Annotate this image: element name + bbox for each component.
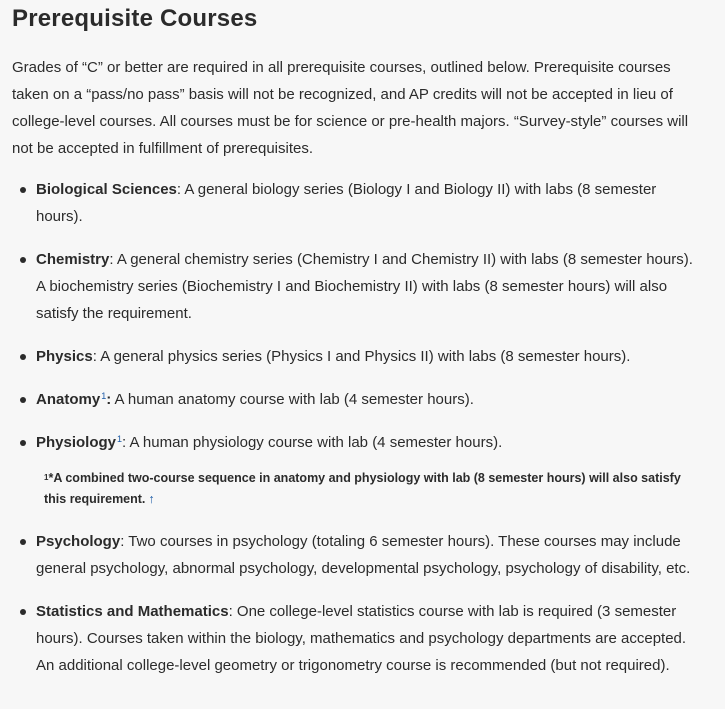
list-item-physiology	[12, 429, 713, 456]
list-item-physics	[12, 343, 713, 370]
page-title: Prerequisite Courses	[12, 5, 258, 32]
course-name: Chemistry	[36, 251, 110, 268]
bullet-icon	[20, 187, 26, 193]
course-name: Physiology	[36, 434, 117, 451]
bullet-icon	[20, 609, 26, 615]
bullet-icon	[20, 397, 26, 403]
course-description: : A human physiology course with lab (4 semester hours).	[122, 434, 503, 451]
course-name: Biological Sciences	[36, 181, 177, 198]
course-name: Physics	[36, 348, 93, 365]
bullet-icon	[20, 440, 26, 446]
course-name: Anatomy	[36, 391, 101, 408]
list-item-chemistry	[12, 246, 713, 327]
list-item-anatomy	[12, 386, 713, 413]
bullet-icon	[20, 539, 26, 545]
course-colon: :	[106, 391, 112, 408]
list-item-psychology	[12, 528, 713, 582]
intro-paragraph: Grades of “C” or better are required in all prerequisite courses, outlined below. Prerequisite courses taken on a “pass/no pass” basis will not be recognized, and AP credits will not be accepted in lieu of college-level courses. All courses must be for science or pre-health majors. “Survey-style” courses will not be accepted in fulfillment of prerequisites.	[12, 59, 689, 157]
course-description: : A general biology series (Biology I and Biology II) with labs (8 semester hours).	[36, 181, 657, 225]
footnote-link[interactable]: 1	[101, 391, 107, 401]
footnote-text: *A combined two-course sequence in anatomy and physiology with lab (8 semester hours) will also satisfy this requirement.	[44, 471, 681, 506]
course-description: : Two courses in psychology (totaling 6 semester hours). These courses may include general psychology, abnormal psychology, developmental psychology, psychology of disability, etc.	[36, 533, 691, 577]
list-item-statistics-and-mathematics	[12, 598, 713, 679]
bullet-icon	[20, 257, 26, 263]
back-to-text-arrow-icon[interactable]: ↑	[148, 492, 155, 506]
course-description: : A general chemistry series (Chemistry I and Chemistry II) with labs (8 semester hours). A biochemistry series (Biochemistry I and Biochemistry II) with labs (8 semester hours) will also satisfy the requirement.	[36, 251, 693, 322]
course-description: A human anatomy course with lab (4 semester hours).	[111, 391, 474, 408]
footnote-marker: 1	[44, 473, 49, 482]
bullet-icon	[20, 354, 26, 360]
course-description: : A general physics series (Physics I and Physics II) with labs (8 semester hours).	[92, 348, 631, 365]
course-name: Statistics and Mathematics	[36, 603, 229, 620]
course-name: Psychology	[36, 533, 121, 550]
course-list-continued	[12, 528, 713, 679]
footnote-link[interactable]: 1	[117, 434, 123, 444]
course-list	[12, 176, 713, 456]
course-description: : One college-level statistics course with lab is required (3 semester hours). Courses taken within the biology, mathematics and psychology departments are accepted. An additional college-level geometry or trigonometry course is recommended (but not required).	[36, 603, 687, 674]
list-item-biological-sciences	[12, 176, 713, 230]
footnote	[44, 468, 713, 510]
